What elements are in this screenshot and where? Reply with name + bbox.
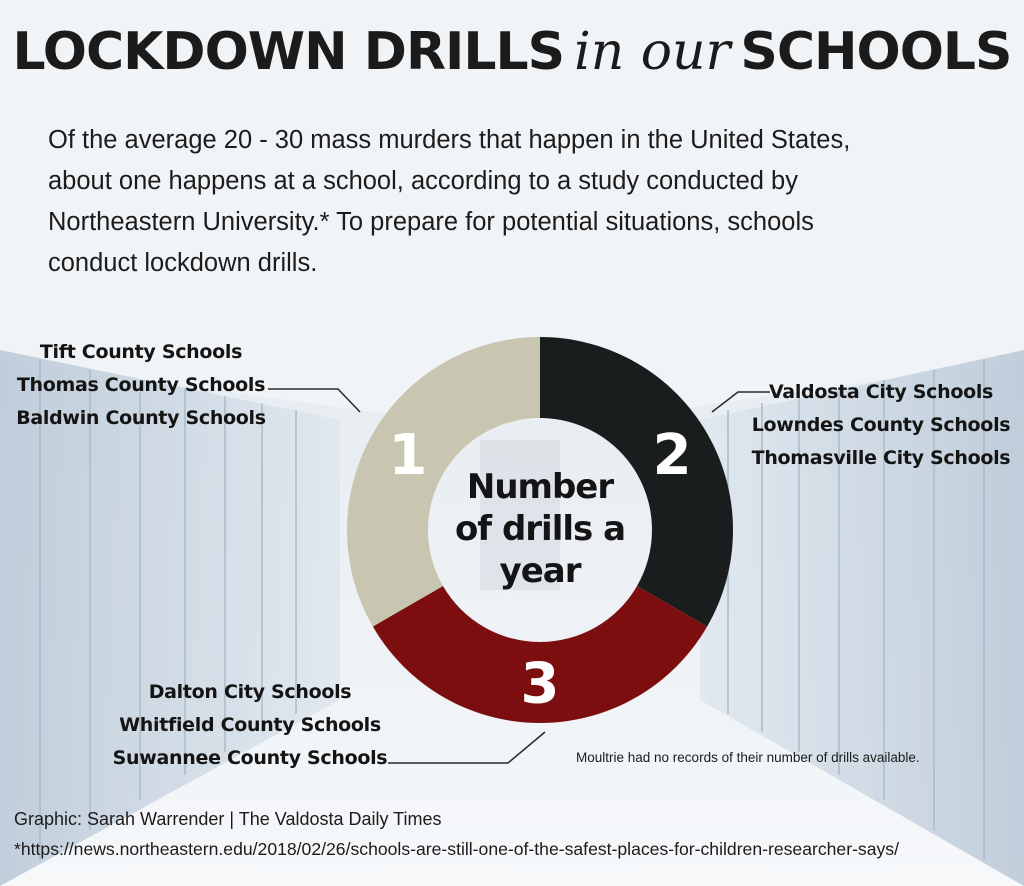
donut-slice-label-3: 3 (520, 651, 560, 717)
donut-center-labels (455, 467, 625, 591)
donut-slice-label-1: 1 (388, 422, 428, 488)
group-one-schools (10, 336, 272, 435)
group-two-schools (748, 376, 1014, 475)
school-name: Thomasville City Schools (751, 447, 1011, 469)
title-part-1: LOCKDOWN DRILLS (12, 22, 565, 82)
group-three-schools (112, 676, 388, 775)
footer (14, 804, 899, 864)
school-name: Whitfield County Schools (119, 714, 381, 736)
source-url: *https://news.northeastern.edu/2018/02/26/schools-are-still-one-of-the-safest-places-for-children-researcher-says/ (14, 839, 899, 859)
school-name: Suwannee County Schools (112, 747, 388, 769)
moultrie-note: Moultrie had no records of their number of drills available. (576, 750, 920, 765)
intro-line: conduct lockdown drills. (48, 249, 318, 277)
school-name: Tift County Schools (39, 341, 243, 363)
leader-line-group-1 (268, 389, 360, 412)
school-name: Lowndes County Schools (751, 414, 1011, 436)
graphic-credit: Graphic: Sarah Warrender | The Valdosta Daily Times (14, 809, 442, 829)
intro-line: Northeastern University.* To prepare for potential situations, schools (48, 208, 814, 236)
title-part-2: in our (574, 22, 731, 82)
donut-center-label-line: Number (466, 467, 614, 507)
title-part-3: SCHOOLS (740, 22, 1012, 82)
donut-center-label-line: of drills a (454, 509, 626, 549)
school-name: Thomas County Schools (16, 374, 266, 396)
intro-line: about one happens at a school, according to a study conducted by (48, 167, 798, 195)
school-name: Baldwin County Schools (16, 407, 266, 429)
school-name: Valdosta City Schools (768, 381, 994, 403)
intro-line: Of the average 20 - 30 mass murders that happen in the United States, (48, 126, 851, 154)
school-name: Dalton City Schools (148, 681, 352, 703)
donut-slice-label-2: 2 (652, 422, 692, 488)
leader-line-group-3 (388, 732, 545, 763)
donut-center-label-line: year (499, 551, 581, 591)
